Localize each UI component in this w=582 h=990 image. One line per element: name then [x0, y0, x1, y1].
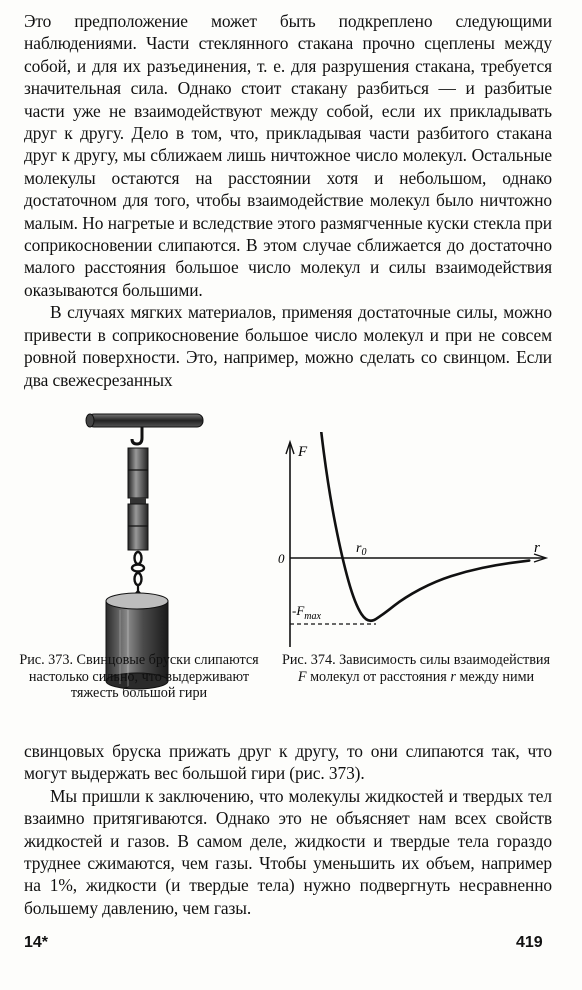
paragraph: Это предположение может быть подкреплено следующими наблюдениями. Части стеклянного стакана прочно сцеплены между собой, и для их разъединения, т. е. для разрушения стакана, требуется значительная сила. Однако стоит стакану разбиться — и разбитые части уже не взаимодействуют между собой, если их прикладывать друг к другу. Дело в том, что, прикладывая части разбитого стакана друг к другу, мы сближаем лишь ничтожное число молекул. Остальные молекулы остаются на расстоянии хотя и небольшом, однако достаточном для того, чтобы взаимодействие молекул было ничтожно малым. Но нагретые и вследствие этого размягченные куски стекла при соприкосновении слипаются. В этом случае сближается до достаточно малого расстояния большое число молекул и силы взаимодействия оказываются большими. [24, 11, 552, 300]
fmax-label: $-F_{max}$ [292, 603, 321, 622]
y-axis-label: F [298, 444, 308, 460]
chain [132, 552, 144, 585]
paragraph: Мы пришли к заключению, что молекулы жидкостей и твердых тел взаимно притягиваются. Однако это не объясняет нам всех свойств жидкостей и газов. В самом деле, жидкости и твердые тела гораздо труднее сжимаются, чем газы. Чтобы уменьшить их объем, например на 1%, жидкости (и твердые тела) нужно подвергнуть несравненно большему давлению, чем газы. [24, 785, 552, 918]
lead-block-upper [128, 448, 148, 498]
paragraph: свинцовых бруска прижать друг к другу, то они слипаются так, что могут выдержать вес большой гири (рис. 373). [24, 741, 552, 784]
text-block-top [24, 10, 552, 391]
lead-block-lower [128, 504, 148, 550]
origin-label: 0 [278, 551, 285, 566]
paragraph: В случаях мягких материалов, применяя достаточные силы, можно привести в соприкосновение большое число молекул и при не совсем ровной поверхности. Это, например, можно сделать со свинцом. Если два свежесрезанных [24, 302, 552, 390]
signature-mark: 14* [24, 934, 49, 951]
support-bar [88, 414, 203, 427]
axes [286, 442, 546, 647]
hook [132, 427, 142, 444]
page-number: 419 [516, 934, 543, 951]
figure-374-caption: Рис. 374. Зависимость силы взаимодействия F молекул от расстояния r между ними [281, 652, 551, 685]
text-block-bottom [24, 740, 552, 919]
force-curve [308, 432, 529, 621]
x-axis-label: r [534, 540, 540, 556]
r0-label: $r_0$ [356, 541, 367, 558]
figure-373-caption: Рис. 373. Свинцовые бруски слипаются настолько сильно, что выдерживают тяжесть большой гири [19, 652, 259, 701]
